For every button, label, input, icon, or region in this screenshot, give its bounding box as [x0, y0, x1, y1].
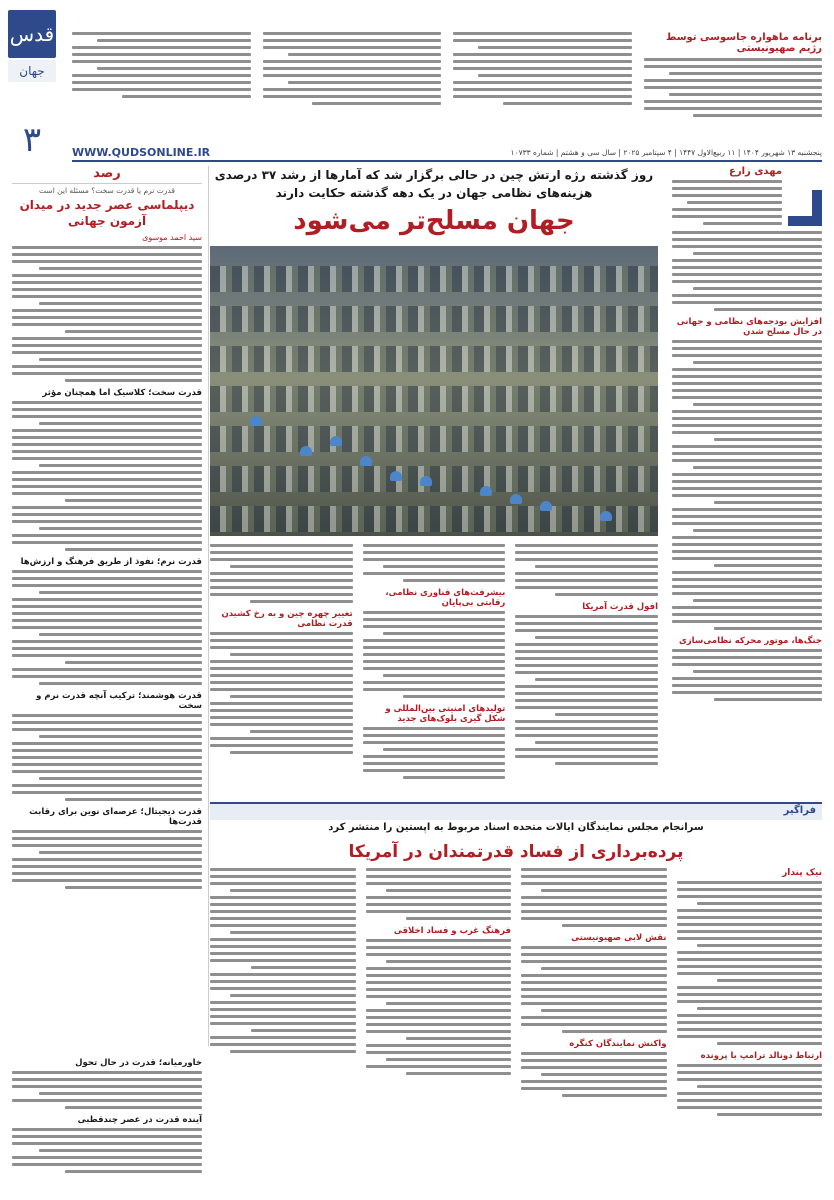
faragir-headline: پرده‌برداری از فساد قدرتمندان در آمریکا	[348, 842, 684, 862]
column-subhead: قدرت هوشمند؛ ترکیب آنچه قدرت نرم و سخت	[36, 691, 202, 712]
column-subhead: قدرت سخت؛ کلاسیک اما همچنان مؤثر	[42, 388, 202, 399]
article-subhead: جنگ‌ها، موتور محرکه نظامی‌سازی	[678, 636, 822, 646]
top-news-item	[453, 32, 632, 140]
article-body-column	[363, 544, 506, 779]
faragir-section-bar	[210, 802, 822, 820]
top-news-item	[72, 32, 251, 140]
article-subhead: بیشرفت‌های فناوری نظامی، رقابتی بی‌پایان	[385, 588, 506, 608]
column-author: سید احمد موسوی	[142, 233, 202, 243]
article-body-column	[515, 544, 658, 779]
column-heading: رصد	[12, 166, 202, 184]
column-subhead: آینده قدرت در عصر چندقطبی	[77, 1115, 202, 1125]
column-subhead: قدرت دیجیتال؛ عرصه‌ای نوین برای رقابت قدرت‌ها	[29, 807, 202, 828]
issue-date: پنجشنبه ۱۳ شهریور ۱۴۰۴ | ۱۱ ربیع‌الاول ۱۴۴۷ | ۴ سپتامبر ۲۰۲۵ | سال سی و هشتم | شماره ۱۰۷۳۳	[510, 147, 822, 157]
author-column	[672, 166, 822, 701]
article-body-columns	[210, 544, 658, 779]
article-kicker: روز گذشته رژه ارتش چین در حالی برگزار شد که آمارها از رشد ۳۷ درصدی هزینه‌های نظامی جهان در یک دهه گذشته حکایت دارند	[214, 168, 654, 200]
faragir-body-column	[210, 868, 356, 1188]
column-kicker: قدرت نرم یا قدرت سخت؟ مسئله این است	[39, 186, 175, 195]
article-corner-mark	[788, 190, 822, 226]
article-subhead: افزایش بودجه‌های نظامی و جهانی در حال مسلح شدن	[676, 317, 822, 337]
article-subhead: تولیدهای امنیتی بین‌المللی و شکل گیری بلوک‌های جدید	[385, 704, 506, 724]
article-subhead: افول قدرت آمریکا	[582, 602, 658, 612]
article-body-column	[210, 544, 353, 779]
masthead	[0, 0, 64, 170]
article-subhead: تغییر چهره چین و به رخ کشیدن قدرت نظامی	[221, 609, 353, 629]
column-subhead: خاورمیانه؛ قدرت در حال تحول	[75, 1058, 202, 1068]
military-parade-photo	[210, 246, 658, 536]
main-article	[210, 166, 822, 786]
top-news-item	[263, 32, 442, 140]
url-date-bar	[72, 144, 822, 162]
site-url[interactable]: WWW.QUDSONLINE.IR	[72, 145, 211, 159]
top-news-item	[644, 32, 823, 140]
article-author: مهدی زارع	[729, 166, 782, 177]
faragir-body-column	[677, 868, 823, 1188]
newspaper-logo: قدس	[8, 10, 56, 58]
top-news-strip	[72, 32, 822, 140]
faragir-subhead: نقش لابی صهیونیستی	[571, 933, 667, 943]
page-number: ۳	[22, 120, 42, 160]
faragir-kicker: سرانجام مجلس نمایندگان ایالات متحده اسناد مربوط به اپستین را منتشر کرد	[328, 822, 704, 833]
faragir-subhead: واکنش نمایندگان کنگره	[569, 1039, 667, 1049]
faragir-subhead: ارتباط دونالد ترامپ با پرونده	[700, 1051, 822, 1061]
section-label: فراگیر	[783, 805, 816, 816]
column-title: دیپلماسی عصر جدید در میدان آزمون جهانی	[19, 198, 195, 229]
faragir-author: نیک پندار	[782, 868, 822, 878]
rasad-column	[12, 166, 209, 1046]
faragir-body-column	[366, 868, 512, 1188]
faragir-subhead: فرهنگ غرب و فساد اخلاقی	[393, 926, 511, 936]
article-headline: جهان مسلح‌تر می‌شود	[293, 206, 575, 236]
column-subhead: قدرت نرم؛ نفوذ از طریق فرهنگ و ارزش‌ها	[20, 557, 202, 568]
top-news-title: برنامه ماهواره جاسوسی توسط رژیم صهیونیستی	[665, 32, 822, 54]
faragir-body-column	[521, 868, 667, 1188]
rasad-column-continued	[12, 1052, 202, 1192]
faragir-body-columns	[210, 868, 822, 1188]
section-label: جهان	[8, 60, 56, 82]
